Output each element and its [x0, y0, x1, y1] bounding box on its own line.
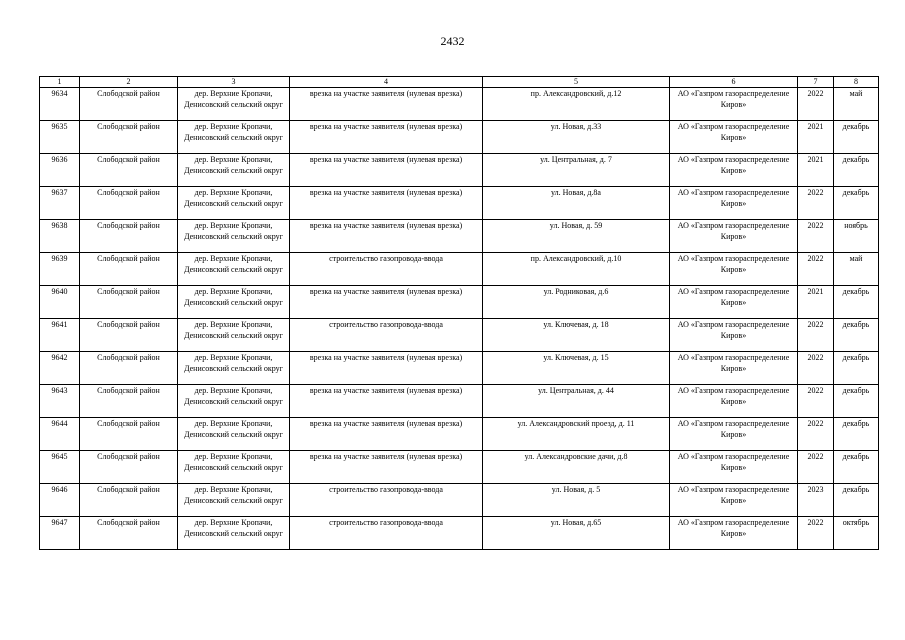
cell-settlement-text: Денисовский сельский округ	[184, 529, 283, 538]
cell-settlement-text: Денисовский сельский округ	[184, 199, 283, 208]
cell-region-text: Слободской район	[97, 254, 160, 263]
cell-region-text: Слободской район	[97, 353, 160, 362]
cell-region	[80, 319, 178, 352]
cell-organization	[670, 220, 798, 253]
cell-organization-text: Киров»	[720, 265, 747, 274]
cell-year-text: 2021	[807, 122, 824, 131]
cell-work-type-text: строительство газопровода-ввода	[329, 485, 443, 494]
cell-year	[798, 319, 834, 352]
cell-year-text: 2022	[807, 452, 824, 461]
cell-year-text: 2022	[807, 386, 824, 395]
cell-year-text: 2022	[807, 419, 824, 428]
cell-settlement-text: Денисовский сельский округ	[184, 364, 283, 373]
column-header-8: 8	[834, 77, 879, 88]
cell-settlement-text: Денисовский сельский округ	[184, 166, 283, 175]
cell-month-text: ноябрь	[844, 221, 868, 230]
page-number: 2432	[440, 34, 465, 48]
cell-month	[834, 484, 879, 517]
cell-id	[40, 187, 80, 220]
cell-region-text: Слободской район	[97, 221, 160, 230]
cell-region-text: Слободской район	[97, 122, 160, 131]
cell-organization-text: АО «Газпром газораспределение	[677, 254, 790, 263]
cell-settlement-text: Денисовский сельский округ	[184, 133, 283, 142]
cell-organization	[670, 484, 798, 517]
cell-month	[834, 319, 879, 352]
cell-settlement-text: Денисовский сельский округ	[184, 100, 283, 109]
cell-month-text: декабрь	[842, 287, 870, 296]
cell-month-text: декабрь	[842, 419, 870, 428]
cell-address-text: пр. Александровский, д.12	[530, 89, 622, 98]
column-header-3: 3	[178, 77, 290, 88]
cell-organization-text: Киров»	[720, 331, 747, 340]
cell-organization-text: АО «Газпром газораспределение	[677, 452, 790, 461]
table-row	[40, 385, 879, 418]
cell-settlement-text: дер. Верхние Кропачи,	[194, 452, 273, 461]
cell-region	[80, 418, 178, 451]
cell-settlement-text: дер. Верхние Кропачи,	[194, 287, 273, 296]
table-row	[40, 220, 879, 253]
cell-settlement	[178, 286, 290, 319]
column-header-5: 5	[483, 77, 670, 88]
cell-month-text: декабрь	[842, 188, 870, 197]
cell-month-text: октябрь	[842, 518, 870, 527]
cell-organization-text: Киров»	[720, 397, 747, 406]
cell-address	[483, 88, 670, 121]
cell-address-text: ул. Александровские дачи, д.8	[524, 452, 628, 461]
cell-month	[834, 88, 879, 121]
cell-organization	[670, 418, 798, 451]
cell-organization-text: Киров»	[720, 529, 747, 538]
cell-region	[80, 451, 178, 484]
cell-address	[483, 451, 670, 484]
table-row	[40, 484, 879, 517]
cell-work-type-text: врезка на участке заявителя (нулевая врезка)	[309, 122, 463, 131]
cell-organization-text: Киров»	[720, 364, 747, 373]
cell-month-text: май	[849, 89, 863, 98]
cell-address-text: ул. Новая, д.8а	[551, 188, 601, 197]
cell-address	[483, 517, 670, 550]
cell-id	[40, 319, 80, 352]
cell-settlement-text: дер. Верхние Кропачи,	[194, 320, 273, 329]
cell-settlement	[178, 319, 290, 352]
cell-work-type	[290, 517, 483, 550]
cell-year	[798, 418, 834, 451]
cell-year-text: 2022	[807, 188, 824, 197]
cell-work-type	[290, 319, 483, 352]
cell-region-text: Слободской район	[97, 155, 160, 164]
header-row	[40, 77, 879, 88]
cell-month-text: декабрь	[842, 386, 870, 395]
cell-year	[798, 187, 834, 220]
cell-year-text: 2022	[807, 320, 824, 329]
cell-region	[80, 352, 178, 385]
cell-address	[483, 286, 670, 319]
cell-region-text: Слободской район	[97, 518, 160, 527]
table-row	[40, 286, 879, 319]
table-row	[40, 187, 879, 220]
cell-settlement-text: дер. Верхние Кропачи,	[194, 485, 273, 494]
cell-work-type-text: врезка на участке заявителя (нулевая врезка)	[309, 419, 463, 428]
cell-year-text: 2023	[807, 485, 824, 494]
cell-organization-text: АО «Газпром газораспределение	[677, 188, 790, 197]
cell-id	[40, 418, 80, 451]
cell-settlement-text: дер. Верхние Кропачи,	[194, 353, 273, 362]
cell-settlement-text: Денисовский сельский округ	[184, 331, 283, 340]
cell-id	[40, 352, 80, 385]
cell-address-text: ул. Ключевая, д. 15	[543, 353, 609, 362]
cell-organization-text: АО «Газпром газораспределение	[677, 518, 790, 527]
cell-work-type-text: врезка на участке заявителя (нулевая врезка)	[309, 188, 463, 197]
cell-settlement	[178, 154, 290, 187]
cell-work-type	[290, 418, 483, 451]
table-row	[40, 451, 879, 484]
cell-settlement-text: дер. Верхние Кропачи,	[194, 386, 273, 395]
table-row	[40, 517, 879, 550]
cell-id-text: 9638	[51, 221, 68, 230]
cell-year-text: 2022	[807, 353, 824, 362]
table-row	[40, 154, 879, 187]
cell-region	[80, 187, 178, 220]
cell-id-text: 9644	[51, 419, 68, 428]
cell-year	[798, 385, 834, 418]
cell-settlement	[178, 451, 290, 484]
cell-month-text: декабрь	[842, 320, 870, 329]
cell-month	[834, 154, 879, 187]
cell-year-text: 2021	[807, 155, 824, 164]
cell-id-text: 9636	[51, 155, 68, 164]
cell-address	[483, 253, 670, 286]
cell-month-text: декабрь	[842, 485, 870, 494]
cell-month	[834, 517, 879, 550]
cell-id	[40, 220, 80, 253]
cell-year-text: 2022	[807, 254, 824, 263]
cell-year-text: 2022	[807, 89, 824, 98]
cell-work-type-text: строительство газопровода-ввода	[329, 254, 443, 263]
cell-region	[80, 253, 178, 286]
cell-settlement-text: Денисовский сельский округ	[184, 496, 283, 505]
cell-organization-text: АО «Газпром газораспределение	[677, 320, 790, 329]
cell-organization-text: АО «Газпром газораспределение	[677, 485, 790, 494]
cell-work-type	[290, 451, 483, 484]
cell-organization-text: Киров»	[720, 199, 747, 208]
table-row	[40, 319, 879, 352]
cell-address-text: ул. Новая, д.33	[550, 122, 602, 131]
table-row	[40, 418, 879, 451]
cell-month	[834, 418, 879, 451]
cell-address	[483, 385, 670, 418]
cell-region-text: Слободской район	[97, 386, 160, 395]
cell-id	[40, 286, 80, 319]
cell-organization	[670, 319, 798, 352]
cell-id	[40, 253, 80, 286]
cell-organization	[670, 154, 798, 187]
cell-address-text: ул. Ключевая, д. 18	[543, 320, 609, 329]
cell-organization	[670, 385, 798, 418]
cell-settlement-text: дер. Верхние Кропачи,	[194, 419, 273, 428]
cell-work-type	[290, 352, 483, 385]
cell-year-text: 2022	[807, 518, 824, 527]
cell-region	[80, 88, 178, 121]
cell-organization	[670, 187, 798, 220]
column-header-6: 6	[670, 77, 798, 88]
cell-work-type	[290, 154, 483, 187]
cell-organization-text: Киров»	[720, 166, 747, 175]
cell-settlement-text: дер. Верхние Кропачи,	[194, 221, 273, 230]
cell-work-type-text: врезка на участке заявителя (нулевая врезка)	[309, 353, 463, 362]
cell-id-text: 9646	[51, 485, 68, 494]
cell-settlement-text: Денисовский сельский округ	[184, 463, 283, 472]
cell-settlement-text: дер. Верхние Кропачи,	[194, 155, 273, 164]
cell-organization	[670, 121, 798, 154]
cell-address-text: ул. Александровский проезд, д. 11	[517, 419, 635, 428]
cell-settlement	[178, 187, 290, 220]
cell-year	[798, 220, 834, 253]
cell-month	[834, 187, 879, 220]
cell-year	[798, 88, 834, 121]
cell-work-type-text: врезка на участке заявителя (нулевая врезка)	[309, 89, 463, 98]
cell-id-text: 9641	[51, 320, 68, 329]
cell-organization-text: АО «Газпром газораспределение	[677, 353, 790, 362]
cell-id-text: 9647	[51, 518, 68, 527]
cell-year	[798, 121, 834, 154]
cell-organization	[670, 451, 798, 484]
cell-settlement-text: дер. Верхние Кропачи,	[194, 122, 273, 131]
cell-settlement-text: Денисовский сельский округ	[184, 430, 283, 439]
cell-address-text: ул. Центральная, д. 44	[538, 386, 614, 395]
cell-work-type	[290, 121, 483, 154]
cell-organization-text: АО «Газпром газораспределение	[677, 287, 790, 296]
cell-organization	[670, 286, 798, 319]
cell-id-text: 9634	[51, 89, 68, 98]
cell-month	[834, 220, 879, 253]
cell-region-text: Слободской район	[97, 287, 160, 296]
cell-settlement-text: Денисовский сельский округ	[184, 232, 283, 241]
cell-id-text: 9639	[51, 254, 68, 263]
cell-organization-text: Киров»	[720, 463, 747, 472]
registry-table	[39, 76, 879, 550]
cell-region-text: Слободской район	[97, 419, 160, 428]
cell-settlement-text: дер. Верхние Кропачи,	[194, 254, 273, 263]
cell-region-text: Слободской район	[97, 89, 160, 98]
cell-work-type	[290, 286, 483, 319]
cell-region	[80, 484, 178, 517]
cell-month-text: декабрь	[842, 155, 870, 164]
cell-region-text: Слободской район	[97, 485, 160, 494]
cell-settlement-text: дер. Верхние Кропачи,	[194, 518, 273, 527]
cell-month	[834, 121, 879, 154]
cell-work-type	[290, 253, 483, 286]
cell-work-type	[290, 88, 483, 121]
cell-year	[798, 352, 834, 385]
cell-id	[40, 154, 80, 187]
cell-organization-text: АО «Газпром газораспределение	[677, 155, 790, 164]
cell-work-type	[290, 385, 483, 418]
cell-address	[483, 187, 670, 220]
cell-month	[834, 385, 879, 418]
cell-organization	[670, 352, 798, 385]
table-row	[40, 121, 879, 154]
cell-organization-text: АО «Газпром газораспределение	[677, 386, 790, 395]
cell-work-type	[290, 187, 483, 220]
cell-organization	[670, 88, 798, 121]
cell-settlement	[178, 220, 290, 253]
cell-address	[483, 418, 670, 451]
cell-settlement	[178, 88, 290, 121]
cell-organization-text: Киров»	[720, 298, 747, 307]
cell-organization-text: АО «Газпром газораспределение	[677, 89, 790, 98]
cell-id	[40, 451, 80, 484]
cell-settlement-text: дер. Верхние Кропачи,	[194, 188, 273, 197]
cell-organization-text: Киров»	[720, 430, 747, 439]
cell-work-type-text: врезка на участке заявителя (нулевая врезка)	[309, 452, 463, 461]
cell-region-text: Слободской район	[97, 452, 160, 461]
table-row	[40, 253, 879, 286]
cell-organization-text: АО «Газпром газораспределение	[677, 221, 790, 230]
cell-region	[80, 121, 178, 154]
cell-id	[40, 517, 80, 550]
cell-year	[798, 286, 834, 319]
table-row	[40, 88, 879, 121]
cell-month-text: декабрь	[842, 452, 870, 461]
column-header-7: 7	[798, 77, 834, 88]
cell-address-text: ул. Родниковая, д.6	[543, 287, 609, 296]
cell-work-type-text: строительство газопровода-ввода	[329, 320, 443, 329]
cell-year-text: 2021	[807, 287, 824, 296]
cell-settlement	[178, 385, 290, 418]
cell-address-text: ул. Новая, д. 5	[551, 485, 601, 494]
cell-month	[834, 253, 879, 286]
cell-id-text: 9635	[51, 122, 68, 131]
cell-organization-text: Киров»	[720, 232, 747, 241]
cell-settlement	[178, 352, 290, 385]
cell-region-text: Слободской район	[97, 320, 160, 329]
cell-id-text: 9637	[51, 188, 68, 197]
cell-address	[483, 121, 670, 154]
cell-id-text: 9645	[51, 452, 68, 461]
cell-id-text: 9640	[51, 287, 68, 296]
cell-address	[483, 352, 670, 385]
cell-work-type	[290, 484, 483, 517]
cell-month	[834, 352, 879, 385]
cell-address	[483, 319, 670, 352]
cell-organization	[670, 253, 798, 286]
cell-address	[483, 220, 670, 253]
cell-organization-text: АО «Газпром газораспределение	[677, 122, 790, 131]
cell-settlement	[178, 253, 290, 286]
column-header-2: 2	[80, 77, 178, 88]
cell-settlement-text: Денисовский сельский округ	[184, 265, 283, 274]
cell-settlement	[178, 418, 290, 451]
cell-organization	[670, 517, 798, 550]
registry-body	[40, 88, 879, 550]
cell-work-type-text: врезка на участке заявителя (нулевая врезка)	[309, 155, 463, 164]
cell-id-text: 9643	[51, 386, 68, 395]
cell-year	[798, 154, 834, 187]
cell-organization-text: АО «Газпром газораспределение	[677, 419, 790, 428]
cell-address-text: ул. Центральная, д. 7	[540, 155, 612, 164]
cell-region	[80, 220, 178, 253]
cell-work-type-text: врезка на участке заявителя (нулевая врезка)	[309, 386, 463, 395]
cell-region-text: Слободской район	[97, 188, 160, 197]
cell-settlement-text: Денисовский сельский округ	[184, 397, 283, 406]
cell-id	[40, 121, 80, 154]
cell-id	[40, 484, 80, 517]
cell-month	[834, 286, 879, 319]
table-row	[40, 352, 879, 385]
cell-region	[80, 385, 178, 418]
cell-organization-text: Киров»	[720, 496, 747, 505]
cell-settlement-text: дер. Верхние Кропачи,	[194, 89, 273, 98]
cell-settlement-text: Денисовский сельский округ	[184, 298, 283, 307]
cell-year	[798, 517, 834, 550]
cell-work-type-text: врезка на участке заявителя (нулевая врезка)	[309, 221, 463, 230]
cell-settlement	[178, 517, 290, 550]
cell-organization-text: Киров»	[720, 133, 747, 142]
cell-year	[798, 484, 834, 517]
cell-id	[40, 88, 80, 121]
cell-organization-text: Киров»	[720, 100, 747, 109]
cell-settlement	[178, 484, 290, 517]
cell-address	[483, 484, 670, 517]
cell-work-type	[290, 220, 483, 253]
cell-year-text: 2022	[807, 221, 824, 230]
cell-id	[40, 385, 80, 418]
cell-address-text: пр. Александровский, д.10	[530, 254, 622, 263]
cell-address-text: ул. Новая, д.65	[550, 518, 602, 527]
cell-month-text: декабрь	[842, 353, 870, 362]
cell-work-type-text: строительство газопровода-ввода	[329, 518, 443, 527]
cell-id-text: 9642	[51, 353, 68, 362]
column-header-1: 1	[40, 77, 80, 88]
cell-month-text: декабрь	[842, 122, 870, 131]
cell-region	[80, 286, 178, 319]
cell-address-text: ул. Новая, д. 59	[549, 221, 603, 230]
cell-region	[80, 154, 178, 187]
cell-year	[798, 451, 834, 484]
cell-address	[483, 154, 670, 187]
cell-work-type-text: врезка на участке заявителя (нулевая врезка)	[309, 287, 463, 296]
cell-settlement	[178, 121, 290, 154]
cell-year	[798, 253, 834, 286]
cell-month	[834, 451, 879, 484]
cell-month-text: май	[849, 254, 863, 263]
column-header-4: 4	[290, 77, 483, 88]
cell-region	[80, 517, 178, 550]
